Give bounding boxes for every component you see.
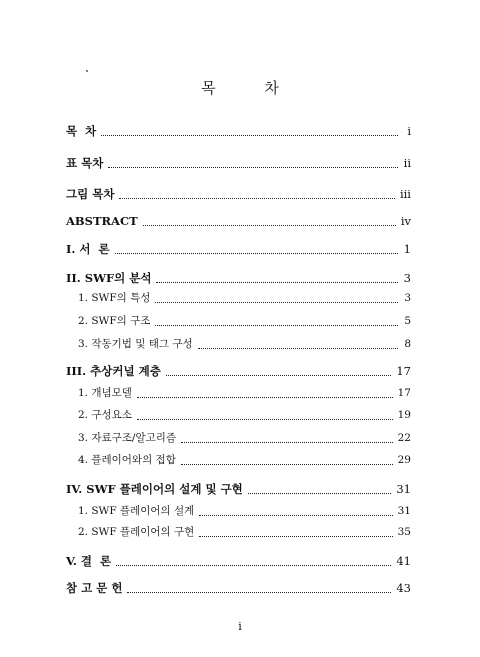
dot-leader <box>115 253 398 254</box>
dot-leader <box>155 325 398 326</box>
toc-entry <box>78 407 411 423</box>
dot-leader <box>116 565 391 566</box>
toc-entry <box>78 313 411 329</box>
toc-entry-label: IV. SWF 플레이어의 설계 및 구현 <box>66 482 243 496</box>
toc-entry-page: 5 <box>404 315 411 327</box>
toc-entry-label: V. 결 론 <box>66 554 112 568</box>
toc-entry <box>66 363 411 379</box>
toc-entry <box>66 580 411 596</box>
dot-leader <box>166 375 392 376</box>
toc-entry-page: i <box>407 124 411 138</box>
toc-entry <box>78 452 411 468</box>
toc-entry-label: 참 고 문 헌 <box>66 581 123 595</box>
toc-entry <box>78 503 411 519</box>
page-title: 목 차 <box>201 79 301 97</box>
toc-entry-page: 1 <box>403 242 411 256</box>
toc-entry <box>66 186 411 202</box>
toc-entry <box>78 430 411 446</box>
dot-leader <box>181 464 393 465</box>
dot-leader <box>248 493 392 494</box>
dot-leader <box>127 592 391 593</box>
toc-entry-label: 1. 개념모델 <box>78 387 132 399</box>
dot-leader <box>108 167 398 168</box>
toc-entry-page: 41 <box>396 554 411 568</box>
toc-entry-label: 2. SWF의 구조 <box>78 315 151 327</box>
toc-entry-label: 표 목차 <box>66 156 104 170</box>
dot-leader <box>156 282 398 283</box>
dot-leader <box>101 135 398 136</box>
toc-entry-page: iii <box>399 187 411 201</box>
toc-entry-page: 8 <box>404 338 411 350</box>
toc-entry-label: 1. SWF의 특성 <box>78 292 151 304</box>
toc-entry <box>78 524 411 540</box>
dot-leader <box>198 348 398 349</box>
toc-entry-page: 3 <box>404 292 411 304</box>
page-number: i <box>238 620 242 633</box>
toc-entry <box>66 481 411 497</box>
dot-leader <box>137 397 393 398</box>
toc-entry <box>66 270 411 286</box>
toc-entry-label: 3. 작동기법 및 태그 구성 <box>78 338 193 350</box>
toc-entry-label: 3. 자료구조/알고리즘 <box>78 432 177 444</box>
toc-entry <box>78 290 411 306</box>
toc-entry-page: 17 <box>396 364 411 378</box>
dot-leader <box>143 225 396 226</box>
toc-entry <box>66 213 411 229</box>
toc-entry-label: 그림 목차 <box>66 187 115 201</box>
toc-entry-label: III. 추상커널 계층 <box>66 364 161 378</box>
toc-entry-page: 17 <box>397 387 411 399</box>
toc-entry-label: 1. SWF 플레이어의 설계 <box>78 505 195 517</box>
toc-entry <box>66 553 411 569</box>
toc-entry-label: II. SWF의 분석 <box>66 271 152 285</box>
dot-leader <box>155 302 398 303</box>
toc-entry-label: ABSTRACT <box>66 214 138 228</box>
toc-entry-page: 22 <box>397 432 411 444</box>
toc-entry <box>78 336 411 352</box>
toc-entry <box>78 385 411 401</box>
toc-entry-page: 3 <box>403 271 411 285</box>
dot-leader <box>119 198 395 199</box>
toc-entry-page: 31 <box>396 482 411 496</box>
toc-entry-label: I. 서 론 <box>66 242 110 256</box>
toc-entry-page: ii <box>403 156 411 170</box>
toc-entry-page: 35 <box>397 526 411 538</box>
dot-leader <box>199 515 392 516</box>
toc-entry <box>66 155 411 171</box>
toc-entry-label: 2. 구성요소 <box>78 409 132 421</box>
toc-entry-label: 4. 플레이어와의 접합 <box>78 454 176 466</box>
toc-entry-page: 43 <box>396 581 411 595</box>
dot-leader <box>181 442 393 443</box>
toc-entry <box>66 241 411 257</box>
toc-entry-page: 31 <box>397 505 411 517</box>
toc-entry-page: iv <box>400 214 411 228</box>
toc-entry-page: 19 <box>397 409 411 421</box>
toc-entry <box>66 123 411 139</box>
toc-entry-label: 목 차 <box>66 124 97 138</box>
toc-entry-page: 29 <box>397 454 411 466</box>
toc-entry-label: 2. SWF 플레이어의 구현 <box>78 526 195 538</box>
dot-leader <box>199 536 392 537</box>
dot-leader <box>137 419 393 420</box>
